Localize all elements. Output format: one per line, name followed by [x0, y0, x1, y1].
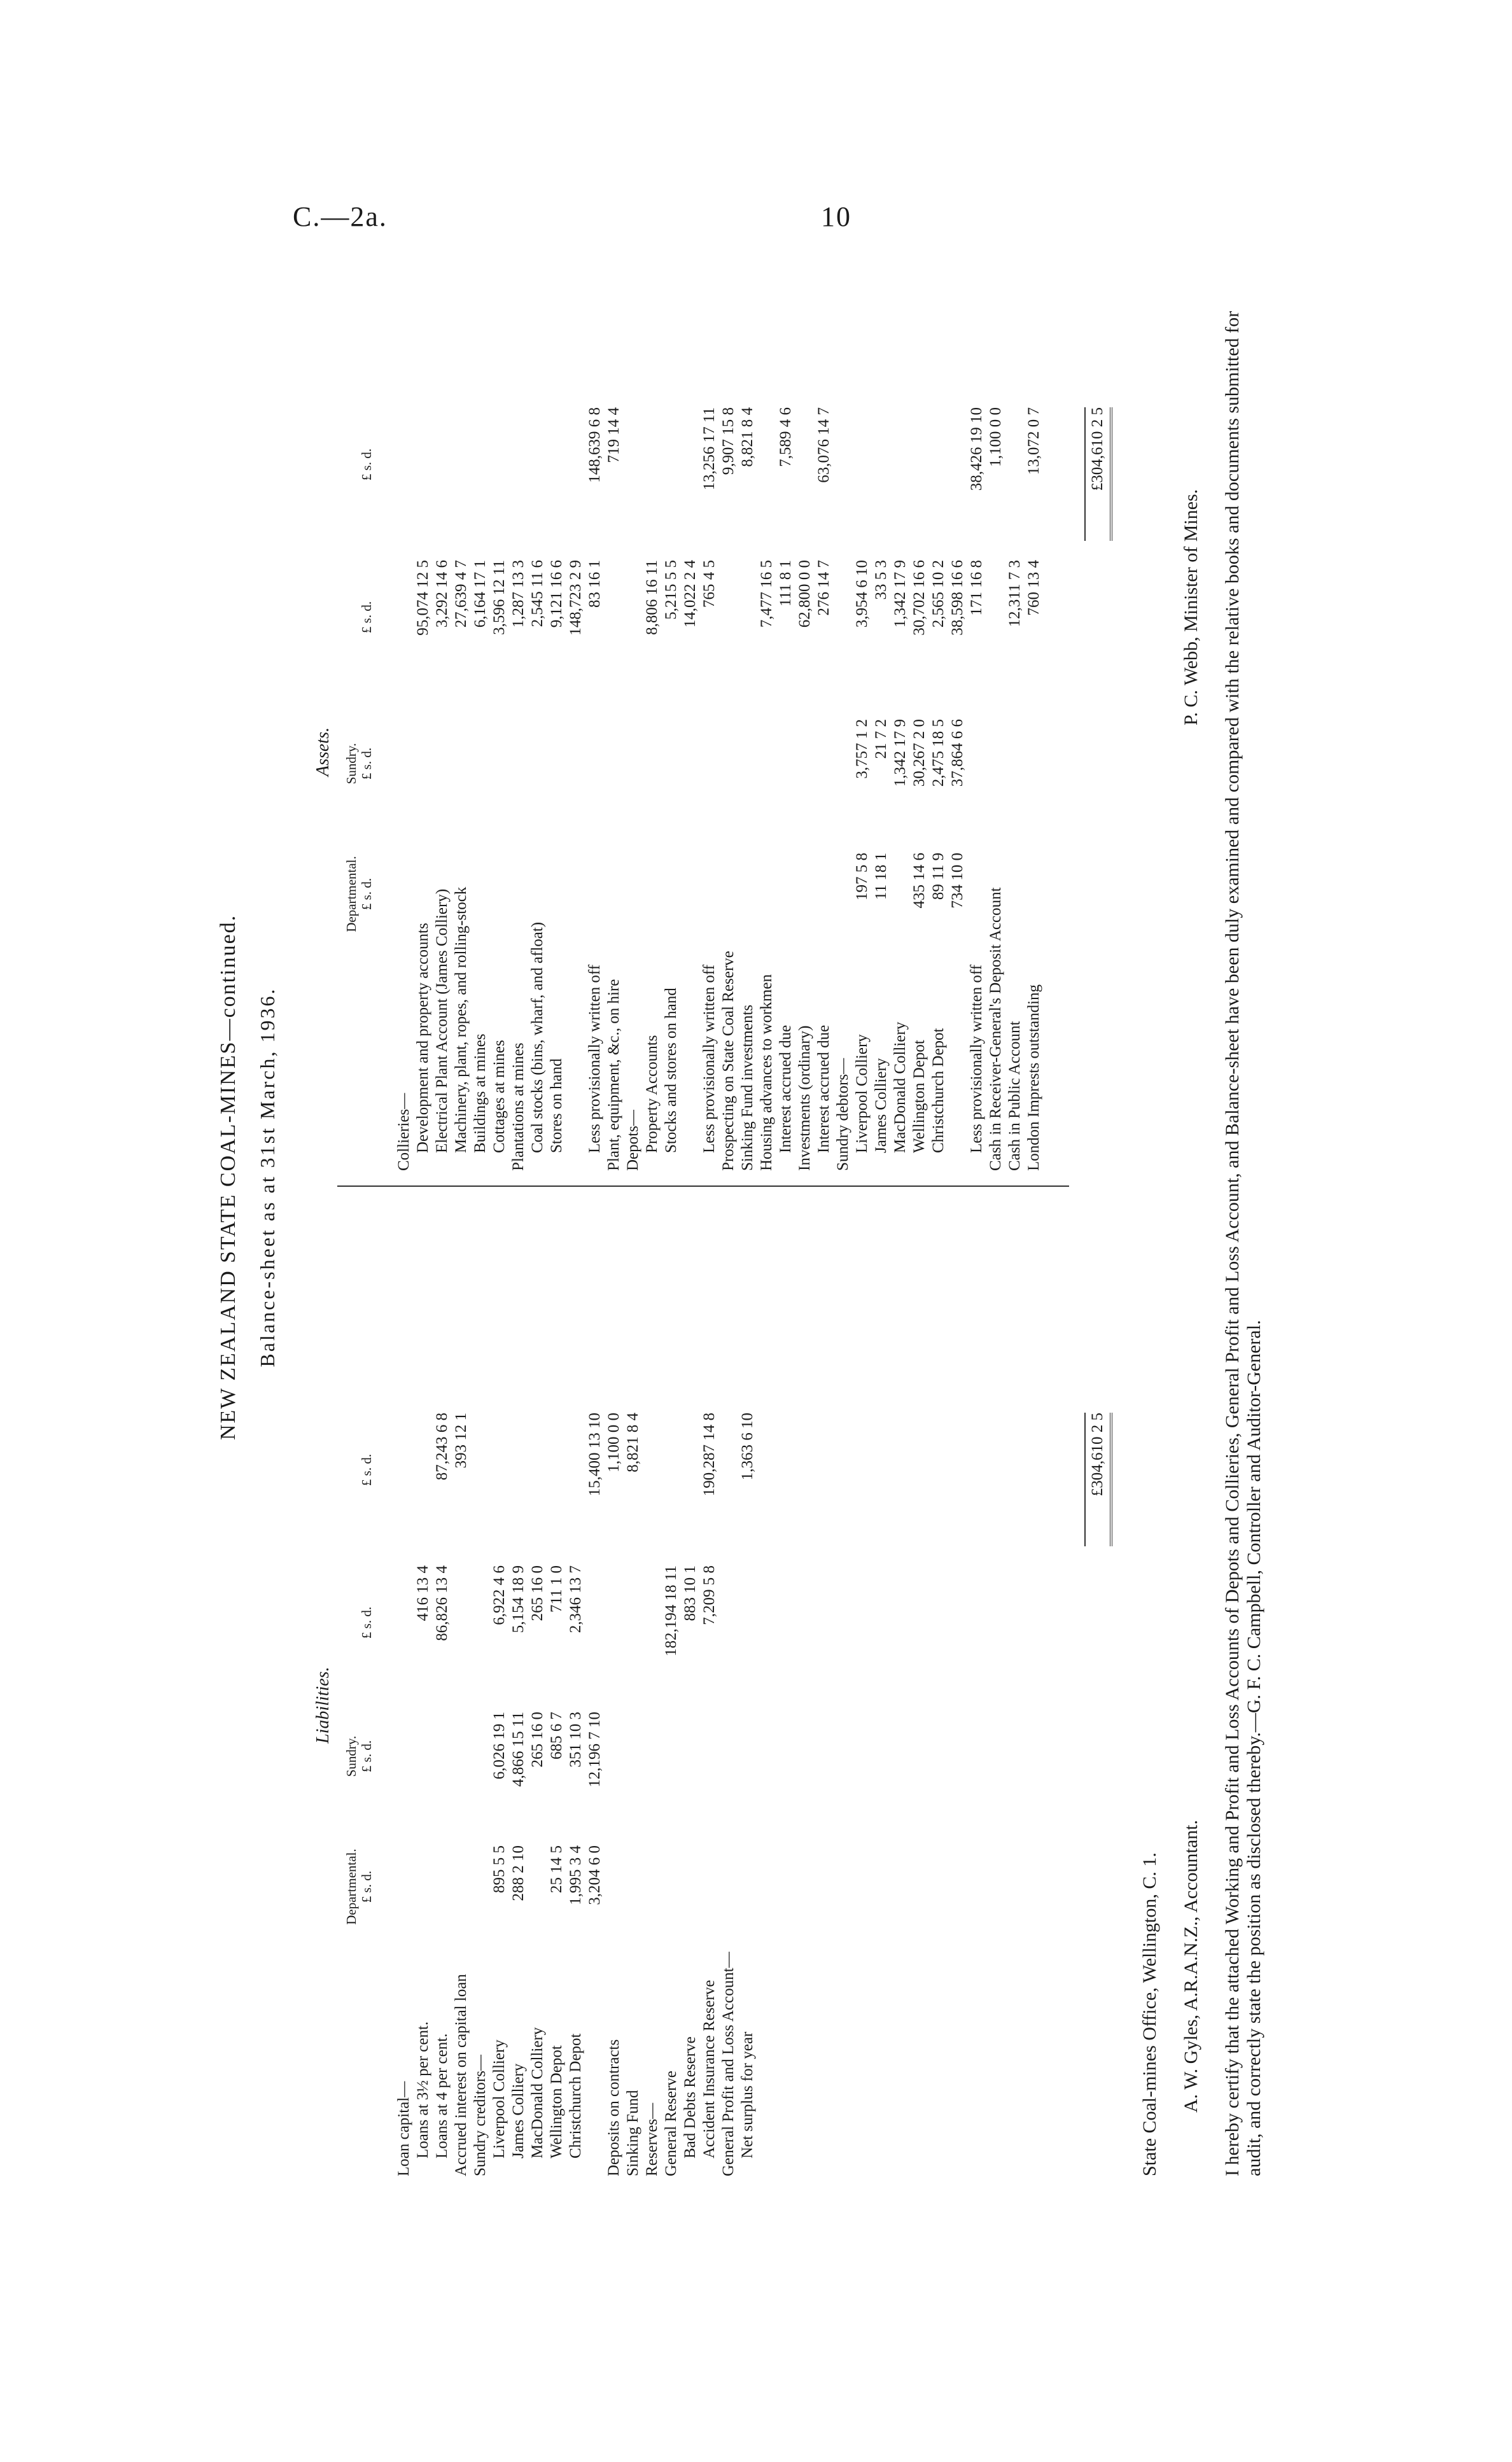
total-amount: 38,426 19 10 — [968, 407, 985, 491]
row-label: Buildings at mines — [472, 1033, 489, 1153]
row-label: Sundry debtors— — [834, 1058, 851, 1171]
departmental-amount: 895 5 5 — [491, 1845, 508, 1893]
amount: 95,074 12 5 — [414, 560, 431, 636]
total-amount: 7,589 4 6 — [777, 407, 794, 467]
amount: 1,287 13 3 — [510, 560, 527, 628]
amount: 38,598 16 6 — [949, 560, 966, 636]
sundry-amount: 12,196 7 10 — [586, 1712, 603, 1787]
amount: 182,194 18 11 — [662, 1565, 680, 1656]
total-double-rule — [1110, 1413, 1112, 1546]
sundry-amount: 685 6 7 — [548, 1712, 565, 1759]
row-label: MacDonald Colliery — [892, 1021, 909, 1153]
departmental-amount: 435 14 6 — [911, 853, 928, 909]
amount: 14,022 2 4 — [682, 560, 699, 628]
total-amount: 190,287 14 8 — [701, 1413, 718, 1497]
document-title: NEW ZEALAND STATE COAL-MINES—continued. — [216, 914, 240, 1441]
row-label: Stores on hand — [548, 1058, 565, 1153]
amount: 171 16 8 — [968, 560, 985, 616]
grand-total: £304,610 2 5 — [1089, 407, 1106, 491]
amount: 3,954 6 10 — [853, 560, 871, 628]
row-label: Investments (ordinary) — [796, 1025, 813, 1171]
auditor-certificate: I hereby certify that the attached Working and Profit and Loss Accounts of Depots and Collieries, General Profit and Loss Account, and Balance-sheet have been duly examined and compared with the relative books and documents submitted for audit, and correctly state the position as disclosed thereby.—G. F. C. Campbell, Controller and Auditor-General. — [1222, 311, 1264, 2176]
assets-heading: Assets. — [313, 727, 333, 776]
amount: 883 10 1 — [682, 1565, 699, 1621]
total-amount: 13,072 0 7 — [1025, 407, 1042, 475]
row-label: Machinery, plant, ropes, and rolling-stock — [452, 886, 470, 1153]
sundry-amount: 6,026 19 1 — [491, 1712, 508, 1780]
sundry-lsd: £ s. d. — [359, 747, 374, 780]
row-label: Loan capital— — [395, 2081, 412, 2176]
row-label: General Reserve — [662, 2071, 680, 2176]
departmental-lsd: £ s. d. — [359, 878, 374, 911]
total-amount: 1,100 0 0 — [605, 1413, 622, 1472]
row-label: Development and property accounts — [414, 923, 431, 1153]
amount: 7,477 16 5 — [758, 560, 775, 628]
departmental-amount: 197 5 8 — [853, 853, 871, 900]
row-label: Interest accrued due — [777, 1025, 794, 1153]
amount: 6,922 4 6 — [491, 1565, 508, 1625]
amount: 1,342 17 9 — [892, 560, 909, 628]
sundry-amount: 21 7 2 — [872, 719, 890, 759]
amount: 30,702 16 6 — [911, 560, 928, 636]
row-label: Less provisionally written off — [586, 964, 603, 1153]
sundry-amount: 37,864 6 6 — [949, 719, 966, 787]
amount: 265 16 0 — [529, 1565, 546, 1621]
departmental-amount: 734 10 0 — [949, 853, 966, 909]
amount: 3,292 14 6 — [433, 560, 451, 628]
amount: 8,806 16 11 — [643, 560, 661, 635]
sundry-header: Sundry. — [344, 743, 359, 785]
sundry-amount: 351 10 3 — [567, 1712, 584, 1768]
document-subtitle: Balance-sheet as at 31st March, 1936. — [256, 987, 279, 1367]
row-label: Less provisionally written off — [701, 964, 718, 1153]
sundry-amount: 1,342 17 9 — [892, 719, 909, 787]
amount: 760 13 4 — [1025, 560, 1042, 616]
amount: 3,596 12 11 — [491, 560, 508, 635]
total-amount: 63,076 14 7 — [815, 407, 832, 483]
departmental-lsd: £ s. d. — [359, 1870, 374, 1903]
balance-sheet-page — [146, 165, 1355, 2189]
total-amount: 1,100 0 0 — [987, 407, 1004, 467]
row-label: Housing advances to workmen — [758, 974, 775, 1171]
row-label: Sundry creditors— — [472, 2055, 489, 2176]
amount: 27,639 4 7 — [452, 560, 470, 628]
sundry-amount: 265 16 0 — [529, 1712, 546, 1768]
sundry-amount: 4,866 15 11 — [510, 1712, 527, 1787]
row-label: Accident Insurance Reserve — [701, 1980, 718, 2158]
row-label: Wellington Depot — [911, 1040, 928, 1153]
total-lsd: £ s. d. — [359, 448, 374, 481]
total-rule — [1084, 407, 1086, 541]
row-label: Prospecting on State Coal Reserve — [720, 951, 737, 1171]
liabilities-heading: Liabilities. — [313, 1667, 333, 1744]
row-label: Depots— — [624, 1110, 641, 1171]
row-label: Loans at 4 per cent. — [433, 2033, 451, 2158]
total-amount: 87,243 6 8 — [433, 1413, 451, 1481]
amount: 6,164 17 1 — [472, 560, 489, 628]
sundry-amount: 3,757 1 2 — [853, 719, 871, 779]
departmental-amount: 288 2 10 — [510, 1845, 527, 1901]
row-label: Cottages at mines — [491, 1040, 508, 1153]
sundry-lsd: £ s. d. — [359, 1740, 374, 1773]
row-label: Less provisionally written off — [968, 964, 985, 1153]
amount: 86,826 13 4 — [433, 1565, 451, 1641]
row-label: Interest accrued due — [815, 1025, 832, 1153]
report-reference: C.—2a. — [293, 201, 388, 232]
amount: 711 1 0 — [548, 1565, 565, 1613]
total-amount: 9,907 15 8 — [720, 407, 737, 475]
amount: 765 4 5 — [701, 560, 718, 608]
row-label: James Colliery — [872, 1058, 890, 1153]
row-label: Stocks and stores on hand — [662, 988, 680, 1153]
amount: 276 14 7 — [815, 560, 832, 616]
column-divider — [337, 1186, 1069, 1187]
row-label: Liverpool Colliery — [853, 1034, 871, 1153]
row-label: Sinking Fund investments — [739, 1004, 756, 1171]
amount: 9,121 16 6 — [548, 560, 565, 628]
total-amount: 8,821 8 4 — [624, 1413, 641, 1472]
amount: 2,545 11 6 — [529, 560, 546, 627]
row-label: Christchurch Depot — [930, 1028, 947, 1153]
amount-lsd: £ s. d. — [359, 601, 374, 634]
office-address: State Coal-mines Office, Wellington, C. 1. — [1139, 1852, 1160, 2176]
total-amount: 393 12 1 — [452, 1413, 470, 1469]
row-label: James Colliery — [510, 2063, 527, 2158]
row-label: Accrued interest on capital loan — [452, 1974, 470, 2176]
accountant-signature: A. W. Gyles, A.R.A.N.Z., Accountant. — [1180, 1820, 1201, 2113]
row-label: MacDonald Colliery — [529, 2027, 546, 2158]
row-label: Electrical Plant Account (James Colliery) — [433, 888, 451, 1153]
row-label: Plant, equipment, &c., on hire — [605, 979, 622, 1171]
departmental-amount: 25 14 5 — [548, 1845, 565, 1893]
row-label: Coal stocks (bins, wharf, and afloat) — [529, 921, 546, 1153]
total-rule — [1084, 1413, 1086, 1546]
amount: 2,346 13 7 — [567, 1565, 584, 1633]
total-lsd: £ s. d. — [359, 1453, 374, 1486]
amount: 7,209 5 8 — [701, 1565, 718, 1625]
amount: 148,723 2 9 — [567, 560, 584, 636]
amount: 5,154 18 9 — [510, 1565, 527, 1633]
row-label: Liverpool Colliery — [491, 2039, 508, 2158]
departmental-amount: 1,995 3 4 — [567, 1845, 584, 1905]
amount: 416 13 4 — [414, 1565, 431, 1621]
departmental-header: Departmental. — [344, 856, 359, 932]
row-label: Cash in Receiver-General's Deposit Account — [987, 887, 1004, 1171]
total-amount: 15,400 13 10 — [586, 1413, 603, 1497]
departmental-amount: 11 18 1 — [872, 853, 890, 900]
amount: 12,311 7 3 — [1006, 560, 1023, 627]
row-label: Sinking Fund — [624, 2090, 641, 2176]
total-amount: 148,639 6 8 — [586, 407, 603, 483]
sundry-amount: 2,475 18 5 — [930, 719, 947, 787]
amount: 111 8 1 — [777, 560, 794, 607]
amount: 5,215 5 5 — [662, 560, 680, 620]
page-number: 10 — [821, 201, 851, 232]
departmental-header: Departmental. — [344, 1849, 359, 1925]
total-amount: 13,256 17 11 — [701, 407, 718, 491]
amount: 33 5 3 — [872, 560, 890, 600]
row-label: London Imprests outstanding — [1025, 984, 1042, 1171]
departmental-amount: 89 11 9 — [930, 853, 947, 900]
sundry-header: Sundry. — [344, 1735, 359, 1777]
row-label: Christchurch Depot — [567, 2033, 584, 2158]
grand-total: £304,610 2 5 — [1089, 1413, 1106, 1497]
amount-lsd: £ s. d. — [359, 1606, 374, 1639]
row-label: Collieries— — [395, 1093, 412, 1171]
total-amount: 8,821 8 4 — [739, 407, 756, 467]
row-label: General Profit and Loss Account— — [720, 1952, 737, 2176]
row-label: Bad Debts Reserve — [682, 2036, 699, 2158]
row-label: Net surplus for year — [739, 2031, 756, 2158]
total-double-rule — [1110, 407, 1112, 541]
row-label: Wellington Depot — [548, 2045, 565, 2158]
row-label: Property Accounts — [643, 1035, 661, 1153]
sundry-amount: 30,267 2 0 — [911, 719, 928, 787]
amount: 62,800 0 0 — [796, 560, 813, 628]
row-label: Plantations at mines — [510, 1042, 527, 1171]
departmental-amount: 3,204 6 0 — [586, 1845, 603, 1905]
amount: 2,565 10 2 — [930, 560, 947, 628]
row-label: Reserves— — [643, 2102, 661, 2176]
row-label: Deposits on contracts — [605, 2039, 622, 2176]
minister-signature: P. C. Webb, Minister of Mines. — [1180, 489, 1201, 725]
row-label: Cash in Public Account — [1006, 1021, 1023, 1171]
total-amount: 1,363 6 10 — [739, 1413, 756, 1481]
row-label: Loans at 3½ per cent. — [414, 2021, 431, 2158]
amount: 83 16 1 — [586, 560, 603, 608]
total-amount: 719 14 4 — [605, 407, 622, 463]
